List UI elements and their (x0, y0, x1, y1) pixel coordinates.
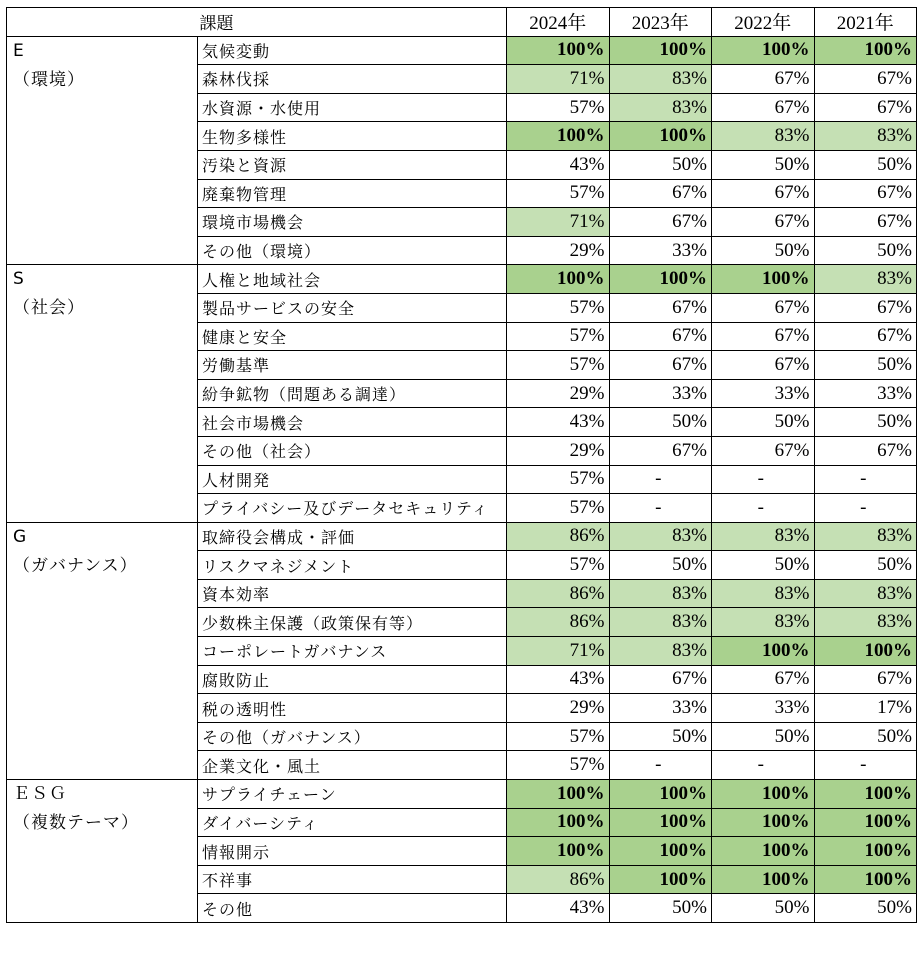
value-cell-2023: 100% (609, 837, 712, 866)
value-cell-2022: 100% (712, 808, 815, 837)
value-cell-2023: 100% (609, 808, 712, 837)
value-cell-2022: 50% (712, 408, 815, 437)
value-cell-2023: 67% (609, 293, 712, 322)
value-cell-2023: - (609, 494, 712, 523)
header-year-2023: 2023年 (609, 8, 712, 37)
topic-cell: 不祥事 (198, 865, 507, 894)
value-cell-2023: 100% (609, 122, 712, 151)
category-subtitle: （複数テーマ） (13, 813, 139, 834)
value-cell-2021: - (814, 751, 917, 780)
value-cell-2023: 100% (609, 865, 712, 894)
value-cell-2024: 57% (507, 494, 610, 523)
value-cell-2021: 83% (814, 579, 917, 608)
category-cell (7, 780, 198, 923)
category-name: E (13, 40, 25, 61)
topic-cell: 汚染と資源 (198, 150, 507, 179)
value-cell-2023: 67% (609, 322, 712, 351)
value-cell-2022: - (712, 465, 815, 494)
value-cell-2021: 50% (814, 236, 917, 265)
value-cell-2024: 71% (507, 65, 610, 94)
value-cell-2022: 83% (712, 579, 815, 608)
topic-cell: 人権と地域社会 (198, 265, 507, 294)
value-cell-2022: 100% (712, 780, 815, 809)
topic-cell: 水資源・水使用 (198, 93, 507, 122)
value-cell-2024: 43% (507, 150, 610, 179)
value-cell-2023: 50% (609, 551, 712, 580)
value-cell-2021: 67% (814, 322, 917, 351)
topic-cell: 資本効率 (198, 579, 507, 608)
value-cell-2024: 100% (507, 837, 610, 866)
category-subtitle: （環境） (13, 69, 85, 90)
category-cell (7, 36, 198, 265)
value-cell-2021: 50% (814, 408, 917, 437)
value-cell-2024: 57% (507, 751, 610, 780)
value-cell-2021: 50% (814, 551, 917, 580)
value-cell-2023: 50% (609, 894, 712, 923)
value-cell-2021: 100% (814, 865, 917, 894)
value-cell-2024: 100% (507, 122, 610, 151)
value-cell-2023: 83% (609, 637, 712, 666)
topic-cell: その他 (198, 894, 507, 923)
value-cell-2024: 43% (507, 665, 610, 694)
value-cell-2024: 57% (507, 551, 610, 580)
value-cell-2022: 33% (712, 694, 815, 723)
header-topic: 課題 (7, 8, 507, 37)
category-subtitle: （社会） (13, 298, 85, 319)
value-cell-2024: 29% (507, 379, 610, 408)
value-cell-2021: 100% (814, 780, 917, 809)
table-body (7, 36, 917, 922)
value-cell-2021: 83% (814, 522, 917, 551)
header-year-2024: 2024年 (507, 8, 610, 37)
value-cell-2023: 50% (609, 722, 712, 751)
value-cell-2024: 43% (507, 894, 610, 923)
value-cell-2023: 67% (609, 351, 712, 380)
value-cell-2023: 83% (609, 65, 712, 94)
value-cell-2024: 100% (507, 780, 610, 809)
category-cell (7, 522, 198, 779)
value-cell-2021: 67% (814, 436, 917, 465)
value-cell-2022: 50% (712, 150, 815, 179)
value-cell-2023: 33% (609, 236, 712, 265)
value-cell-2021: 83% (814, 608, 917, 637)
topic-cell: 少数株主保護（政策保有等） (198, 608, 507, 637)
value-cell-2022: 50% (712, 236, 815, 265)
value-cell-2024: 57% (507, 322, 610, 351)
topic-cell: その他（社会） (198, 436, 507, 465)
value-cell-2021: 50% (814, 894, 917, 923)
topic-cell: 生物多様性 (198, 122, 507, 151)
value-cell-2024: 57% (507, 179, 610, 208)
topic-cell: 税の透明性 (198, 694, 507, 723)
value-cell-2021: 67% (814, 179, 917, 208)
value-cell-2023: - (609, 465, 712, 494)
value-cell-2021: 83% (814, 122, 917, 151)
value-cell-2024: 29% (507, 436, 610, 465)
value-cell-2024: 57% (507, 351, 610, 380)
value-cell-2024: 71% (507, 637, 610, 666)
header-year-2022: 2022年 (712, 8, 815, 37)
topic-cell: 人材開発 (198, 465, 507, 494)
table-row (7, 265, 917, 294)
value-cell-2022: 50% (712, 551, 815, 580)
value-cell-2024: 86% (507, 865, 610, 894)
value-cell-2022: 67% (712, 351, 815, 380)
value-cell-2022: 50% (712, 894, 815, 923)
value-cell-2023: 50% (609, 150, 712, 179)
value-cell-2023: 33% (609, 694, 712, 723)
header-year-2021: 2021年 (814, 8, 917, 37)
value-cell-2021: 50% (814, 351, 917, 380)
value-cell-2022: - (712, 751, 815, 780)
value-cell-2021: 67% (814, 665, 917, 694)
topic-cell: 取締役会構成・評価 (198, 522, 507, 551)
value-cell-2023: 67% (609, 179, 712, 208)
value-cell-2023: 100% (609, 36, 712, 65)
topic-cell: リスクマネジメント (198, 551, 507, 580)
table-row (7, 522, 917, 551)
table-row (7, 780, 917, 809)
value-cell-2022: 100% (712, 36, 815, 65)
value-cell-2021: 100% (814, 36, 917, 65)
topic-cell: 製品サービスの安全 (198, 293, 507, 322)
value-cell-2024: 71% (507, 208, 610, 237)
value-cell-2022: 67% (712, 293, 815, 322)
value-cell-2021: 67% (814, 208, 917, 237)
value-cell-2022: 50% (712, 722, 815, 751)
value-cell-2021: 83% (814, 265, 917, 294)
category-name: ＥＳＧ (13, 784, 67, 805)
topic-cell: 環境市場機会 (198, 208, 507, 237)
category-cell (7, 265, 198, 522)
value-cell-2023: 83% (609, 93, 712, 122)
value-cell-2022: 67% (712, 665, 815, 694)
value-cell-2023: 100% (609, 780, 712, 809)
value-cell-2021: 50% (814, 722, 917, 751)
value-cell-2021: 100% (814, 808, 917, 837)
value-cell-2022: 83% (712, 608, 815, 637)
topic-cell: 気候変動 (198, 36, 507, 65)
value-cell-2022: 67% (712, 322, 815, 351)
topic-cell: 腐敗防止 (198, 665, 507, 694)
value-cell-2021: 67% (814, 93, 917, 122)
value-cell-2022: 33% (712, 379, 815, 408)
value-cell-2021: 67% (814, 65, 917, 94)
topic-cell: 森林伐採 (198, 65, 507, 94)
value-cell-2022: 100% (712, 637, 815, 666)
value-cell-2021: 50% (814, 150, 917, 179)
category-name: S (13, 269, 25, 290)
value-cell-2023: 83% (609, 579, 712, 608)
value-cell-2024: 86% (507, 579, 610, 608)
value-cell-2024: 29% (507, 694, 610, 723)
table-row (7, 36, 917, 65)
value-cell-2024: 100% (507, 808, 610, 837)
value-cell-2023: 67% (609, 436, 712, 465)
value-cell-2022: 100% (712, 837, 815, 866)
category-subtitle: （ガバナンス） (13, 555, 138, 576)
value-cell-2021: - (814, 494, 917, 523)
value-cell-2022: 100% (712, 865, 815, 894)
value-cell-2021: 67% (814, 293, 917, 322)
topic-cell: コーポレートガバナンス (198, 637, 507, 666)
value-cell-2022: 67% (712, 179, 815, 208)
topic-cell: 企業文化・風土 (198, 751, 507, 780)
value-cell-2022: 67% (712, 93, 815, 122)
value-cell-2021: 100% (814, 837, 917, 866)
value-cell-2023: 67% (609, 665, 712, 694)
value-cell-2022: 67% (712, 208, 815, 237)
value-cell-2023: 83% (609, 522, 712, 551)
topic-cell: 労働基準 (198, 351, 507, 380)
value-cell-2022: - (712, 494, 815, 523)
value-cell-2022: 67% (712, 65, 815, 94)
value-cell-2024: 57% (507, 465, 610, 494)
value-cell-2022: 83% (712, 522, 815, 551)
value-cell-2023: - (609, 751, 712, 780)
topic-cell: 紛争鉱物（問題ある調達） (198, 379, 507, 408)
topic-cell: その他（ガバナンス） (198, 722, 507, 751)
category-name: G (13, 526, 28, 547)
value-cell-2023: 67% (609, 208, 712, 237)
value-cell-2021: 100% (814, 637, 917, 666)
value-cell-2021: 33% (814, 379, 917, 408)
value-cell-2024: 86% (507, 522, 610, 551)
value-cell-2024: 57% (507, 293, 610, 322)
value-cell-2023: 50% (609, 408, 712, 437)
value-cell-2022: 83% (712, 122, 815, 151)
value-cell-2022: 67% (712, 436, 815, 465)
topic-cell: プライバシー及びデータセキュリティ (198, 494, 507, 523)
topic-cell: サプライチェーン (198, 780, 507, 809)
topic-cell: 情報開示 (198, 837, 507, 866)
header-row (7, 8, 917, 37)
value-cell-2021: 17% (814, 694, 917, 723)
topic-cell: 廃棄物管理 (198, 179, 507, 208)
value-cell-2024: 43% (507, 408, 610, 437)
topic-cell: 健康と安全 (198, 322, 507, 351)
value-cell-2022: 100% (712, 265, 815, 294)
topic-cell: 社会市場機会 (198, 408, 507, 437)
value-cell-2024: 86% (507, 608, 610, 637)
topic-cell: ダイバーシティ (198, 808, 507, 837)
value-cell-2023: 83% (609, 608, 712, 637)
value-cell-2024: 100% (507, 265, 610, 294)
value-cell-2024: 100% (507, 36, 610, 65)
value-cell-2023: 100% (609, 265, 712, 294)
esg-issues-table (6, 7, 917, 923)
value-cell-2021: - (814, 465, 917, 494)
topic-cell: その他（環境） (198, 236, 507, 265)
value-cell-2024: 29% (507, 236, 610, 265)
value-cell-2024: 57% (507, 93, 610, 122)
value-cell-2024: 57% (507, 722, 610, 751)
value-cell-2023: 33% (609, 379, 712, 408)
